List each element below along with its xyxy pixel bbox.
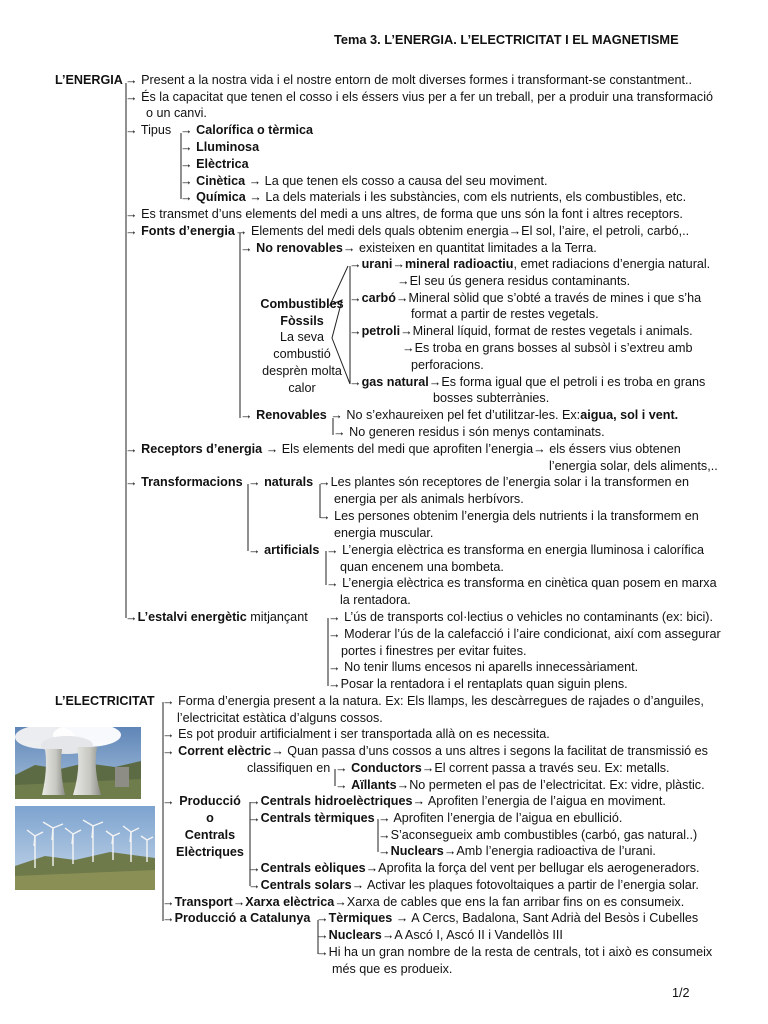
receptors-label: Receptors d’energia [141,442,263,456]
naturals-item: → naturals [248,475,314,489]
conductors-item: → Conductors→El corrent passa a través seu. Ex: metalls. [335,761,670,775]
produccio-label: Elèctriques [176,845,244,859]
energia-intro-1: → Present a la nostra vida i el nostre entorn de molt diverses formes i transformant-se constantment.. [125,73,692,87]
gas-item: →gas natural→Es forma igual que el petroli i es troba en grans [349,375,706,389]
estalvi-desc-cont: portes i finestres per evitar fuites. [341,644,527,658]
aillants-label: Aïllants [351,778,397,792]
renovables-examples: aigua, sol i vent. [580,408,679,422]
hidro-label: Centrals hidroelèctriques [260,794,413,808]
cat-termiques-item: →Tèrmiques → A Cercs, Badalona, Sant Adrià del Besòs i Cubelles [316,911,699,925]
renovables-note: → No generen residus i són menys contaminats. [333,425,605,439]
petroli-label: petroli [361,324,401,338]
termiques-label: Centrals tèrmiques [260,811,375,825]
cat-nuclears-item: →Nuclears→A Ascó I, Ascó II i Vandellòs III [316,928,563,942]
page-title: Tema 3. L’ENERGIA. L’ELECTRICITAT I EL MAGNETISME [334,32,679,47]
tipus-item: → Calorífica o tèrmica [180,123,313,137]
xarxa-desc: →Xarxa de cables que ens la fan arribar fins on es consumeix. [334,895,685,909]
tipus-name: Lluminosa [196,140,260,154]
artificials-desc: → L’energia elèctrica es transforma en cinètica quan posem en marxa [326,576,717,590]
naturals-desc: → Les persones obtenim l’energia dels nutrients i la transformem en [318,509,699,523]
energia-intro-2: → És la capacitat que tenen el cosso i els éssers vius per a fer un treball, per a produir una transformació [125,90,714,104]
eoliques-label: Centrals eòliques [260,861,366,875]
tipus-desc: → La que tenen els cosso a causa del seu moviment. [245,174,548,188]
page-number: 1/2 [672,986,690,1000]
naturals-label: naturals [264,475,314,489]
cat-nuclears-label: Nuclears [328,928,382,942]
estalvi-desc: → Moderar l’ús de la calefacció i l’aire condicionat, així com assegurar [328,627,721,641]
petroli-desc: →Mineral líquid, format de restes vegetals i animals. [400,324,693,338]
xarxa-label: Xarxa elèctrica [245,895,335,909]
produccio-label: o [206,811,214,825]
fonts-label: Fonts d’energia [141,224,235,238]
electricitat-intro-2: → Es pot produir artificialment i ser transportada allà on es necessita. [162,727,550,741]
corrent-desc: → Quan passa d’uns cossos a uns altres i segons la facilitat de transmissió es [271,744,708,758]
fonts-item: → Fonts d’energia→ Elements del medi dels quals obtenim energia→El sol, l’aire, el petroli, carbó,.. [125,224,690,238]
no-renovables-desc: → existeixen en quantitat limitades a la Terra. [342,241,597,255]
estalvi-suffix: mitjançant [246,610,308,624]
urani-item: →urani→mineral radioactiu, emet radiacions d’energia natural. [349,257,711,271]
aillants-item: → Aïllants→No permeten el pas de l’electricitat. Ex: vidre, plàstic. [335,778,705,792]
tipus-name: Cinètica [196,174,246,188]
eoliques-desc: →Aprofita la força del vent per bellugar els aerogeneradors. [365,861,700,875]
petroli-note: →Es troba en grans bosses al subsòl i s’extreu amb [402,341,693,355]
carbo-label: carbó [361,291,396,305]
naturals-desc-cont: energia per als animals herbívors. [334,492,524,506]
receptors-desc: → Els elements del medi que aprofiten l’energia→ els éssers vius obtenen [265,442,681,456]
tipus-item: → Lluminosa [180,140,260,154]
tipus-item: → Elèctrica [180,157,249,171]
renovables-desc: → No s’exhaureixen pel fet d’utilitzar-les. Ex: [330,408,581,422]
artificials-desc-cont: la rentadora. [340,593,411,607]
cat-resta: →Hi ha un gran nombre de la resta de centrals, tot i això es consumeix [316,945,713,959]
artificials-item: → artificials [248,543,320,557]
termiques-desc: →S’aconsegueix amb combustibles (carbó, gas natural..) [378,828,698,842]
cooling-towers-photo [15,727,141,799]
urani-bold: mineral radioactiu [404,257,514,271]
naturals-desc-cont: energia muscular. [334,526,434,540]
solars-desc: → Activar les plaques fotovoltaiques a partir de l’energia solar. [351,878,699,892]
combustibles-title: Combustibles [260,297,344,311]
combustibles-title-2: Fòssils [280,314,324,328]
urani-desc: , emet radiacions d’energia natural. [513,257,711,271]
prodcat-label: Producció a Catalunya [174,911,311,925]
nuclears-desc: →Amb l’energia radioactiva de l’urani. [443,844,656,858]
nuclears-item: →Nuclears→Amb l’energia radioactiva de l’urani. [378,844,656,858]
hidro-item: →Centrals hidroelèctriques→ Aprofiten l’energia de l’aigua en moviment. [248,794,666,808]
eoliques-item: →Centrals eòliques→Aprofita la força del vent per bellugar els aerogeneradors. [248,861,700,875]
combustibles-note: calor [288,381,316,395]
estalvi-desc: →Posar la rentadora i el rentaplats quan siguin plens. [328,677,628,691]
solars-item: →Centrals solars→ Activar les plaques fotovoltaiques a partir de l’energia solar. [248,878,699,892]
tipus-item: → Química → La dels materials i les substàncies, com els nutrients, els combustibles, etc. [180,190,687,204]
aillants-desc: →No permeten el pas de l’electricitat. Ex: vidre, plàstic. [396,778,705,792]
hidro-desc: → Aprofiten l’energia de l’aigua en moviment. [412,794,666,808]
conductors-desc: →El corrent passa a través seu. Ex: metalls. [421,761,670,775]
tipus-name: Química [196,190,246,204]
cat-termiques-label: Tèrmiques [328,911,393,925]
solars-label: Centrals solars [260,878,352,892]
fonts-desc: → Elements del medi dels quals obtenim energia→El sol, l’aire, el petroli, carbó,.. [234,224,690,238]
corrent-item: → Corrent elèctric→ Quan passa d’uns cossos a uns altres i segons la facilitat de transmissió es [162,744,708,758]
energia-heading: L’ENERGIA [55,73,123,87]
tipus-name: Elèctrica [196,157,249,171]
estalvi-label: L’estalvi energètic [137,610,247,624]
produccio-label: Centrals [184,828,236,842]
produccio-label: Producció [179,794,241,808]
carbo-item: →carbó→Mineral sòlid que s’obté a través de mines i que s’ha [349,291,702,305]
artificials-label: artificials [264,543,320,557]
termiques-desc: → Aprofiten l’energia de l’aigua en ebullició. [378,811,623,825]
carbo-desc: →Mineral sòlid que s’obté a través de mines i que s’ha [395,291,702,305]
tipus-name: Calorífica o tèrmica [196,123,313,137]
gas-desc-cont: bosses subterrànies. [433,391,550,405]
renovables-item: → Renovables → No s’exhaureixen pel fet d’utilitzar-les. Ex:aigua, sol i vent. [240,408,679,422]
estalvi-desc: → L’ús de transports col·lectius o vehicles no contaminants (ex: bici). [328,610,713,624]
transport-item: →Transport→Xarxa elèctrica→Xarxa de cables que ens la fan arribar fins on es consumeix. [162,895,685,909]
tipus-item: → Cinètica → La que tenen els cosso a causa del seu moviment. [180,174,548,188]
wind-turbines-photo [15,806,155,890]
electricitat-intro-1-cont: l’electricitat estàtica d’alguns cossos. [177,711,383,725]
receptors-item: → Receptors d’energia → Els elements del medi que aprofiten l’energia→ els éssers vius obtenen [125,442,681,456]
prodcat-item: →Producció a Catalunya [162,911,311,925]
corrent-desc-cont: classifiquen en [247,761,331,775]
energia-intro-2-cont: o un canvi. [146,106,207,120]
combustibles-note: desprèn molta [262,364,342,378]
petroli-item: →petroli→Mineral líquid, format de restes vegetals i animals. [349,324,693,338]
transformacions-label: Transformacions [141,475,243,489]
transmet-text: → Es transmet d’uns elements del medi a uns altres, de forma que uns són la font i altres receptors. [125,207,683,221]
tipus-label: → Tipus [125,123,172,137]
estalvi-item: →L’estalvi energètic mitjançant [125,610,308,624]
renovables-label: Renovables [256,408,327,422]
artificials-desc: → L’energia elèctrica es transforma en energia lluminosa i calorífica [326,543,704,557]
electricitat-intro-1: → Forma d’energia present a la natura. Ex: Els llamps, les descàrregues de rajades o d’anguiles, [162,694,704,708]
no-renovables-item: → No renovables→ existeixen en quantitat limitades a la Terra. [240,241,597,255]
cat-resta-cont: més que es produeix. [332,962,453,976]
receptors-desc-cont: l’energia solar, dels aliments,.. [549,459,718,473]
carbo-desc-cont: format a partir de restes vegetals. [411,307,599,321]
artificials-desc-cont: quan encenem una bombeta. [340,560,504,574]
urani-label: urani [361,257,393,271]
gas-label: gas natural [361,375,429,389]
corrent-label: Corrent elèctric [178,744,272,758]
urani-note: →El seu ús genera residus contaminants. [397,274,631,288]
gas-desc: →Es forma igual que el petroli i es troba en grans [428,375,706,389]
produccio-arrow: → [162,794,175,808]
no-renovables-label: No renovables [256,241,343,255]
electricitat-heading: L’ELECTRICITAT [55,694,155,708]
conductors-label: Conductors [351,761,422,775]
tipus-desc: → La dels materials i les substàncies, com els nutrients, els combustibles, etc. [245,190,687,204]
transport-label: Transport [174,895,233,909]
cat-termiques-desc: → A Cercs, Badalona, Sant Adrià del Besòs i Cubelles [392,911,699,925]
nuclears-label: Nuclears [390,844,444,858]
cat-nuclears-desc: →A Ascó I, Ascó II i Vandellòs III [381,928,563,942]
estalvi-desc: → No tenir llums encesos ni aparells innecessàriament. [328,660,639,674]
naturals-desc: →Les plantes són receptores de l’energia solar i la transformen en [318,475,690,489]
termiques-item: →Centrals tèrmiques [248,811,375,825]
transformacions-item: → Transformacions [125,475,243,489]
combustibles-note: La seva [279,330,325,344]
combustibles-note: combustió [273,347,331,361]
petroli-note-cont: perforacions. [411,358,484,372]
